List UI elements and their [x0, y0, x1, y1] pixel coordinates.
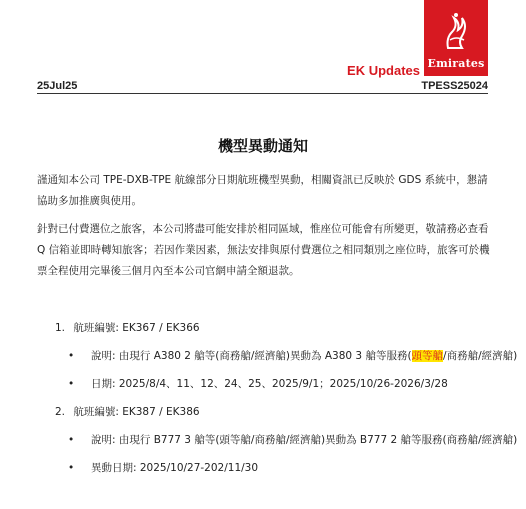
item-heading: 航班編號: EK387 / EK386 [73, 406, 200, 418]
list-item [55, 404, 200, 419]
notice-reference: TPESS25024 [421, 80, 488, 92]
seating-paragraph: 針對已付費選位之旅客，本公司將盡可能安排於相同區域，惟座位可能會有所變更，敬請務必查看 Q 信箱並即時轉知旅客；若因作業因素，無法安排與原付費選位之相同類別之座位時，旅客可於機票全程使用完畢後三個月內至本公司官網申請全額退款。 [37, 223, 490, 277]
item-heading: 航班編號: EK367 / EK366 [73, 322, 200, 334]
bullet-dot: • [68, 434, 75, 446]
intro-paragraph: 謹通知本公司 TPE-DXB-TPE 航線部分日期航班機型異動，相關資訊已反映於 GDS 系統中，懇請協助多加推廣與使用。 [37, 174, 488, 207]
emirates-calligraphy-icon [442, 10, 470, 52]
notice-date: 25Jul25 [37, 80, 78, 92]
bullet-text: 說明: 由現行 A380 2 艙等(商務艙/經濟艙)異動為 A380 3 艙等服務( [91, 350, 412, 362]
bullet-dot: • [68, 378, 75, 390]
item-number: 1. [55, 322, 66, 334]
bullet-item [68, 376, 448, 391]
bullet-dot: • [68, 462, 75, 474]
bullet-text: 異動日期: 2025/10/27-202/11/30 [91, 462, 259, 474]
header-divider [37, 93, 488, 94]
bullet-text: 說明: 由現行 B777 3 艙等(頭等艙/商務艙/經濟艙)異動為 B777 2 艙等服務(商務艙/經濟艙) [91, 434, 518, 446]
bullet-text: 日期: 2025/8/4、11、12、24、25、2025/9/1；2025/10/26-2026/3/28 [91, 378, 448, 390]
list-item [55, 320, 200, 335]
bullet-item [68, 432, 517, 447]
ek-updates-label: EK Updates [347, 63, 420, 78]
emirates-logo [424, 0, 488, 76]
item-number: 2. [55, 406, 66, 418]
bullet-text: /商務艙/經濟艙) [443, 350, 518, 362]
bullet-dot: • [68, 350, 75, 362]
bullet-item [68, 460, 258, 475]
logo-wordmark: Emirates [427, 57, 485, 70]
bullet-item [68, 348, 517, 363]
highlighted-text: 頭等艙 [411, 350, 444, 362]
page-title: 機型異動通知 [217, 137, 308, 155]
